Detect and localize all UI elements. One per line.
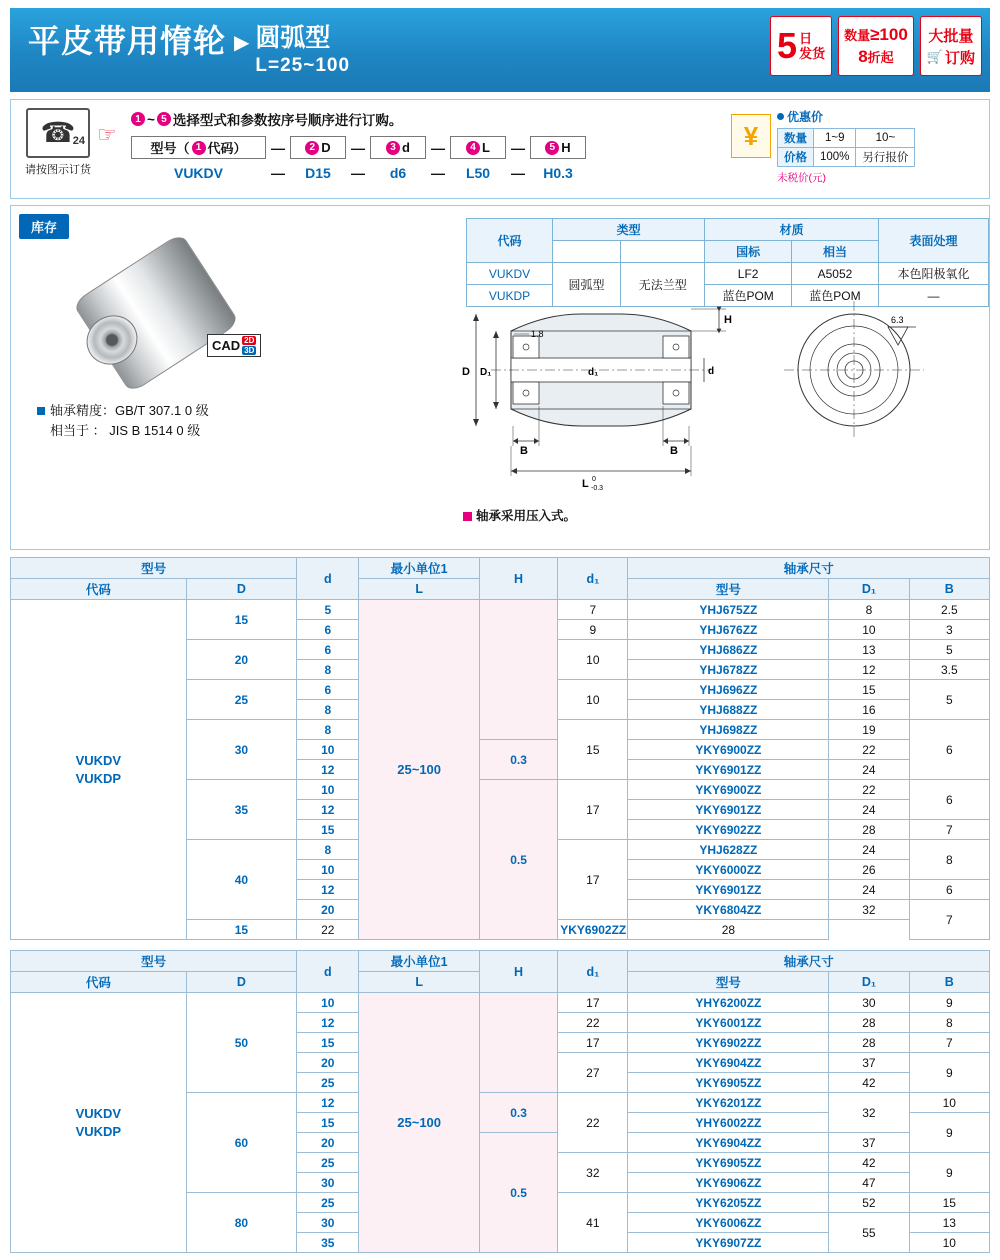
t2-L-value: 25~100 (359, 993, 479, 1253)
t1-d-r16: 15 (186, 920, 296, 940)
svg-text:d₁: d₁ (588, 367, 599, 378)
mat-type2: 无法兰型 (621, 263, 705, 307)
t1-d-r10: 12 (297, 800, 359, 820)
t2-D1-r7: 37 (829, 1133, 909, 1153)
t1-H-05: 0.5 (479, 780, 557, 940)
press-fit-note (463, 506, 576, 524)
t2-d-r11: 30 (297, 1213, 359, 1233)
t2-model-r4: YKY6905ZZ (628, 1073, 829, 1093)
t1-d-r12: 8 (297, 840, 359, 860)
price-value-1: 100% (814, 148, 856, 167)
t2-d-r10: 25 (297, 1193, 359, 1213)
t1-D1-r14: 24 (829, 880, 909, 900)
t2-B-r1: 8 (909, 1013, 989, 1033)
t1-D1-r8: 24 (829, 760, 909, 780)
order-field-model-label: 型号（ (150, 141, 190, 156)
t1-model-r13: YKY6000ZZ (628, 860, 829, 880)
t1-header-B: B (909, 579, 989, 600)
mat-header-code: 代码 (467, 219, 553, 263)
t1-header-code: 代码 (11, 579, 187, 600)
t1-D-15: 15 (186, 600, 296, 640)
t1-d1-r6: 15 (558, 720, 628, 780)
t1-header-bearing-model: 型号 (628, 579, 829, 600)
badge-five-day-number: 5 (777, 25, 798, 66)
t1-d1-r4: 10 (558, 680, 628, 720)
order-note-text: 选择型式和参数按序号顺序进行订购。 (172, 113, 403, 128)
badge-bulk-order (920, 16, 982, 76)
t1-model-r2: YHJ686ZZ (628, 640, 829, 660)
mat-header-surface: 表面处理 (879, 219, 989, 263)
title-arrow-icon: ▶ (234, 32, 250, 54)
t1-model-r16: YKY6902ZZ (558, 920, 628, 940)
t1-d1-r1: 9 (558, 620, 628, 640)
order-field-model[interactable] (131, 136, 266, 159)
order-field-D[interactable] (290, 136, 346, 159)
t1-code-line2: VUKDP (75, 770, 122, 786)
t2-model-r1: YKY6001ZZ (628, 1013, 829, 1033)
t2-header-d1: d₁ (558, 951, 628, 993)
cad-3d-label: 3D (244, 346, 255, 355)
t2-header-d: d (297, 951, 359, 993)
price-value-2: 另行报价 (856, 148, 915, 167)
order-field-d-num: 3 (386, 141, 400, 155)
t1-D1-r10: 24 (829, 800, 909, 820)
t2-B-r8: 9 (909, 1153, 989, 1193)
t2-d1-r0: 17 (558, 993, 628, 1013)
t1-B-r15: 7 (909, 900, 989, 940)
t2-d1-r1: 22 (558, 1013, 628, 1033)
order-field-d-label: d (402, 140, 410, 155)
t2-D1-r9: 47 (829, 1173, 909, 1193)
spec-table-2 (10, 950, 990, 1253)
t1-D1-r13: 26 (829, 860, 909, 880)
t2-model-r12: YKY6907ZZ (628, 1233, 829, 1253)
order-note (131, 109, 586, 129)
spec-table-1-wrap (10, 557, 990, 940)
t2-D-60: 60 (186, 1093, 296, 1193)
t2-H-blank-1 (479, 993, 557, 1093)
t2-D1-r0: 30 (829, 993, 909, 1013)
order-code-example (131, 164, 586, 182)
t2-B-r2: 7 (909, 1033, 989, 1053)
t1-model-r0: YHJ675ZZ (628, 600, 829, 620)
order-field-L-label: L (482, 140, 490, 155)
t2-header-code: 代码 (11, 972, 187, 993)
t2-header-B: B (909, 972, 989, 993)
t2-D1-r1: 28 (829, 1013, 909, 1033)
svg-text:6.3: 6.3 (891, 315, 904, 325)
roller-body-shape (72, 232, 240, 393)
price-qty-label: 数量 (778, 129, 814, 148)
order-field-d[interactable] (370, 136, 426, 159)
t1-d1-r9: 17 (558, 780, 628, 840)
t2-header-bearing-model: 型号 (628, 972, 829, 993)
cad-2d-label: 2D (244, 336, 255, 345)
t1-d-r2: 6 (297, 640, 359, 660)
t2-model-r0: YHY6200ZZ (628, 993, 829, 1013)
t2-d-r12: 35 (297, 1233, 359, 1253)
t2-model-r5: YKY6201ZZ (628, 1093, 829, 1113)
material-table (466, 218, 989, 307)
t2-B-r11: 13 (909, 1213, 989, 1233)
t2-model-r2: YKY6902ZZ (628, 1033, 829, 1053)
t1-D1-r6: 19 (829, 720, 909, 740)
t2-D1-r10: 52 (829, 1193, 909, 1213)
t2-H-03: 0.3 (479, 1093, 557, 1133)
t1-D1-r11: 28 (829, 820, 909, 840)
badge-discount-label: 折起 (867, 50, 894, 65)
t1-d-r7: 10 (297, 740, 359, 760)
t1-d1-r12: 17 (558, 840, 628, 920)
note-square-icon (463, 512, 472, 521)
t2-header-D1: D₁ (829, 972, 909, 993)
t2-header-H: H (479, 951, 557, 993)
cart-icon: 🛒 (926, 49, 943, 64)
t1-header-model: 型号 (11, 558, 297, 579)
order-code-builder (131, 109, 586, 182)
t1-model-r15: YKY6804ZZ (628, 900, 829, 920)
order-value-d: d6 (389, 165, 407, 181)
t1-D1-r3: 12 (829, 660, 909, 680)
t1-model-r11: YKY6902ZZ (628, 820, 829, 840)
order-value-model: VUKDV (173, 165, 223, 181)
t1-model-r3: YHJ678ZZ (628, 660, 829, 680)
price-title: 优惠价 (787, 110, 824, 124)
t1-D-30: 30 (186, 720, 296, 780)
svg-text:B: B (670, 445, 678, 457)
product-detail-panel (10, 205, 990, 550)
bearing-precision-note (37, 401, 209, 441)
t2-D1-r4: 42 (829, 1073, 909, 1093)
technical-drawing (436, 301, 981, 496)
mat-row2-equiv: 蓝色POM (791, 285, 878, 307)
t1-model-r5: YHJ688ZZ (628, 700, 829, 720)
t2-d-r4: 25 (297, 1073, 359, 1093)
t1-code-line1: VUKDV (75, 752, 122, 768)
table-row (11, 600, 990, 620)
order-field-L-num: 4 (466, 141, 480, 155)
pointing-hand-icon: ☞ (97, 122, 117, 147)
t2-d1-r2: 17 (558, 1033, 628, 1053)
t1-B-r2: 5 (909, 640, 989, 660)
t2-B-r5: 10 (909, 1093, 989, 1113)
t1-D1-r16: 28 (628, 920, 829, 940)
t1-model-r8: YKY6901ZZ (628, 760, 829, 780)
t2-B-r10: 15 (909, 1193, 989, 1213)
phone-glyph: ☎ (40, 117, 76, 148)
t1-d-r5: 8 (297, 700, 359, 720)
mat-row1-surface: 本色阳极氧化 (879, 263, 989, 285)
svg-text:L: L (582, 478, 589, 490)
t1-d1-r16: 22 (297, 920, 359, 940)
t1-B-r6: 6 (909, 720, 989, 780)
t2-B-r6: 9 (909, 1113, 989, 1153)
title-main: 平皮带用惰轮 (28, 23, 227, 59)
t1-B-r11: 7 (909, 820, 989, 840)
ex-dash-4: — (511, 165, 525, 181)
price-qty-range-1: 1~9 (814, 129, 856, 148)
badge-qty-value: ≥100 (870, 25, 908, 44)
t2-model-r6: YHY6002ZZ (628, 1113, 829, 1133)
bullet-icon (777, 113, 784, 120)
t2-d-r8: 25 (297, 1153, 359, 1173)
t1-header-D1: D₁ (829, 579, 909, 600)
t2-model-r7: YKY6904ZZ (628, 1133, 829, 1153)
dash-2: — (351, 139, 365, 156)
t2-d1-r8: 32 (558, 1153, 628, 1193)
t1-d-r0: 5 (297, 600, 359, 620)
svg-text:1.8: 1.8 (531, 329, 544, 339)
order-field-model-suffix: 代码） (207, 141, 247, 156)
order-value-L: L50 (465, 165, 491, 181)
t1-header-d1: d₁ (558, 558, 628, 600)
t1-D-20: 20 (186, 640, 296, 680)
t1-model-r14: YKY6901ZZ (628, 880, 829, 900)
t1-D1-r12: 24 (829, 840, 909, 860)
t1-d-r13: 10 (297, 860, 359, 880)
table-row (467, 263, 989, 285)
t1-header-H: H (479, 558, 557, 600)
t2-model-r8: YKY6905ZZ (628, 1153, 829, 1173)
table-row (11, 993, 990, 1013)
badge-qty-label: 数量 (844, 28, 871, 43)
t1-d-r1: 6 (297, 620, 359, 640)
mat-row2-gb: 蓝色POM (705, 285, 792, 307)
cad-label: CAD (212, 338, 241, 353)
badge-five-day-shipping (770, 16, 832, 76)
order-value-H: H0.3 (543, 165, 573, 181)
svg-text:-0.3: -0.3 (591, 485, 604, 492)
t1-D1-r0: 8 (829, 600, 909, 620)
t1-D-35: 35 (186, 780, 296, 840)
t2-B-r3: 9 (909, 1053, 989, 1093)
t1-H-blank-1 (479, 600, 557, 740)
phone-icon (26, 108, 90, 158)
mat-header-type: 类型 (553, 219, 705, 241)
t2-d1-r3: 27 (558, 1053, 628, 1093)
mat-row2-surface: — (879, 285, 989, 307)
svg-text:H: H (724, 314, 732, 326)
t1-B-r14: 6 (909, 880, 989, 900)
t1-D1-r9: 22 (829, 780, 909, 800)
t1-d1-r0: 7 (558, 600, 628, 620)
t2-code-line1: VUKDV (75, 1105, 122, 1121)
t2-header-L: L (359, 972, 479, 993)
t1-B-r9: 6 (909, 780, 989, 820)
t2-header-minunit: 最小单位1 (359, 951, 479, 972)
t2-model-r9: YKY6906ZZ (628, 1173, 829, 1193)
title-sub1: 圆弧型 (255, 24, 331, 52)
ex-dash-2: — (351, 165, 365, 181)
t1-d-r9: 10 (297, 780, 359, 800)
badge-five-day-line2: 发货 (799, 46, 826, 61)
t2-H-05: 0.5 (479, 1133, 557, 1253)
order-note-tilde: ~ (147, 111, 155, 127)
order-field-D-label: D (321, 140, 331, 155)
svg-text:d: d (708, 366, 715, 377)
t1-L-value: 25~100 (359, 600, 479, 940)
t1-B-r0: 2.5 (909, 600, 989, 620)
t2-d1-r5: 22 (558, 1093, 628, 1153)
bearing-note-line2: 相当于 ： JIS B 1514 0 级 (50, 423, 201, 438)
mat-header-material: 材质 (705, 219, 879, 241)
t2-D-50: 50 (186, 993, 296, 1093)
badge-bulk-line1: 大批量 (928, 27, 974, 45)
t1-header-d: d (297, 558, 359, 600)
t1-D1-r1: 10 (829, 620, 909, 640)
page-header (10, 8, 990, 92)
phone-order-block (21, 108, 95, 177)
price-qty-range-2: 10~ (856, 129, 915, 148)
t2-D1-r5: 32 (829, 1093, 909, 1133)
t1-d1-r2: 10 (558, 640, 628, 680)
press-fit-text: 轴承采用压入式。 (476, 509, 577, 523)
ex-dash-1: — (271, 165, 285, 181)
t1-model-r9: YKY6900ZZ (628, 780, 829, 800)
t1-d-r14: 12 (297, 880, 359, 900)
stock-badge: 库存 (19, 214, 69, 239)
t2-B-r0: 9 (909, 993, 989, 1013)
t2-code-line2: VUKDP (75, 1123, 122, 1139)
t1-d-r6: 8 (297, 720, 359, 740)
price-block (731, 108, 981, 185)
t1-d-r3: 8 (297, 660, 359, 680)
t2-code-cell (11, 993, 187, 1253)
t1-header-L: L (359, 579, 479, 600)
order-value-D: D15 (305, 165, 331, 181)
t1-d-r15: 20 (297, 900, 359, 920)
t2-header-model: 型号 (11, 951, 297, 972)
t1-B-r12: 8 (909, 840, 989, 880)
svg-text:D₁: D₁ (480, 367, 492, 378)
t1-B-r4: 5 (909, 680, 989, 720)
order-field-H[interactable] (530, 136, 586, 159)
t2-d-r7: 20 (297, 1133, 359, 1153)
t2-D-80: 80 (186, 1193, 296, 1253)
t2-d-r5: 12 (297, 1093, 359, 1113)
t1-D1-r2: 13 (829, 640, 909, 660)
t2-model-r3: YKY6904ZZ (628, 1053, 829, 1073)
spec-table-1 (10, 557, 990, 940)
order-instruction-panel (10, 99, 990, 199)
t1-header-bearing: 轴承尺寸 (628, 558, 990, 579)
t1-model-r4: YHJ696ZZ (628, 680, 829, 700)
ex-dash-3: — (431, 165, 445, 181)
t2-d1-r10: 41 (558, 1193, 628, 1253)
spec-table-2-wrap (10, 950, 990, 1253)
price-title-row (777, 108, 981, 125)
t1-D-25: 25 (186, 680, 296, 720)
t2-D1-r8: 42 (829, 1153, 909, 1173)
phone-24h-label: 24 (72, 135, 85, 147)
t2-d-r2: 15 (297, 1033, 359, 1053)
t2-D1-r2: 28 (829, 1033, 909, 1053)
badge-quantity-discount (838, 16, 914, 76)
t1-d-r11: 15 (297, 820, 359, 840)
cad-download-badge[interactable] (207, 334, 261, 357)
t2-model-r10: YKY6205ZZ (628, 1193, 829, 1213)
badge-bulk-line2: 订购 (944, 49, 975, 67)
t1-D-40: 40 (186, 840, 296, 920)
t1-D1-r4: 15 (829, 680, 909, 700)
t1-B-r3: 3.5 (909, 660, 989, 680)
svg-text:D: D (462, 366, 470, 378)
order-note-num1: 1 (131, 112, 145, 126)
order-code-fields (131, 136, 586, 159)
svg-text:B: B (520, 445, 528, 457)
t1-model-r1: YHJ676ZZ (628, 620, 829, 640)
t1-header-D: D (186, 579, 296, 600)
note-bullet-icon (37, 407, 45, 415)
t1-B-r1: 3 (909, 620, 989, 640)
t2-d-r6: 15 (297, 1113, 359, 1133)
mat-row1-equiv: A5052 (791, 263, 878, 285)
t1-H-03: 0.3 (479, 740, 557, 780)
order-field-L[interactable] (450, 136, 506, 159)
price-tax-note: 未税价(元) (777, 172, 826, 184)
t2-d-r3: 20 (297, 1053, 359, 1073)
t1-code-cell (11, 600, 187, 940)
badge-discount-value: 8 (858, 47, 868, 66)
price-table (777, 128, 915, 167)
order-field-D-num: 2 (305, 141, 319, 155)
t2-d-r1: 12 (297, 1013, 359, 1033)
t1-d-r8: 12 (297, 760, 359, 780)
t2-d-r9: 30 (297, 1173, 359, 1193)
order-field-H-label: H (561, 140, 571, 155)
dash-3: — (431, 139, 445, 156)
t2-model-r11: YKY6006ZZ (628, 1213, 829, 1233)
t1-model-r10: YKY6901ZZ (628, 800, 829, 820)
order-note-num2: 5 (157, 112, 171, 126)
t2-D1-r11: 55 (829, 1213, 909, 1253)
yen-icon: ¥ (731, 114, 771, 158)
t1-model-r6: YHJ698ZZ (628, 720, 829, 740)
mat-row1-gb: LF2 (705, 263, 792, 285)
dash-1: — (271, 139, 285, 156)
t1-model-r7: YKY6900ZZ (628, 740, 829, 760)
t1-d-r4: 6 (297, 680, 359, 700)
t1-D1-r7: 22 (829, 740, 909, 760)
t2-header-bearing: 轴承尺寸 (628, 951, 990, 972)
mat-row1-code: VUKDV (467, 263, 553, 285)
price-price-label: 价格 (778, 148, 814, 167)
t1-model-r12: YHJ628ZZ (628, 840, 829, 860)
t1-D1-r5: 16 (829, 700, 909, 720)
t2-d-r0: 10 (297, 993, 359, 1013)
mat-row2-code: VUKDP (467, 285, 553, 307)
mat-type1: 圆弧型 (553, 263, 621, 307)
t1-D1-r15: 32 (829, 900, 909, 920)
page-title (28, 22, 350, 79)
bearing-note-line1: 轴承精度：GB/T 307.1 0 级 (50, 403, 209, 418)
order-field-model-num: 1 (192, 141, 206, 155)
t2-B-r12: 10 (909, 1233, 989, 1253)
svg-text:0: 0 (592, 476, 596, 483)
title-sub2: L=25~100 (255, 55, 351, 76)
order-field-H-num: 5 (545, 141, 559, 155)
phone-order-caption: 请按图示订货 (25, 164, 91, 176)
t2-D1-r3: 37 (829, 1053, 909, 1073)
mat-header-gb: 国标 (705, 241, 792, 263)
t1-header-minunit: 最小单位1 (359, 558, 479, 579)
dash-4: — (511, 139, 525, 156)
t2-header-D: D (186, 972, 296, 993)
header-badges (770, 16, 982, 76)
mat-header-equiv: 相当 (791, 241, 878, 263)
badge-five-day-line1: 日 (799, 31, 813, 46)
